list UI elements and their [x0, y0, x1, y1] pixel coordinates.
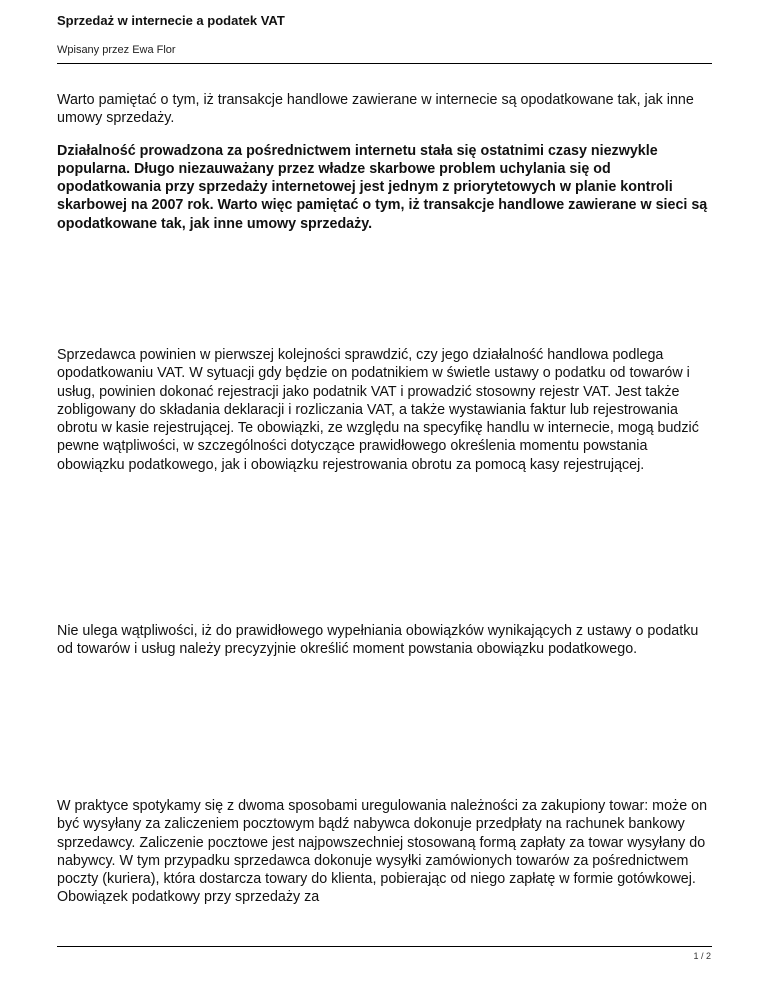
body-paragraph-2: Nie ulega wątpliwości, iż do prawidłowego wypełniania obowiązków wynikających z ustawy o podatku od towarów i usług należy precyzyjnie określić moment powstania obowiązku podatkowego.	[57, 623, 699, 658]
intro-paragraph: Warto pamiętać o tym, iż transakcje handlowe zawierane w internecie są opodatkowane tak, jak inne umowy sprzedaży.	[57, 92, 694, 127]
page-number: 1 / 2	[693, 951, 711, 961]
article-top	[57, 91, 717, 233]
page-header	[57, 12, 712, 56]
body-paragraph-1: Sprzedawca powinien w pierwszej kolejności sprawdzić, czy jego działalność handlowa podlega opodatkowaniu VAT. W sytuacji gdy będzie on podatnikiem w świetle ustawy o podatku od towarów i usług, powinien dokonać rejestracji jako podatnik VAT i prowadzić stosowny rejestr VAT. Jest także zobligowany do składania deklaracji i rozliczania VAT, a także wystawiania faktur lub rejestrowania obrotu w kasie rejestrującej. Te obowiązki, ze względu na specyfikę handlu w internecie, mogą budzić pewne wątpliwości, w szczególności dotyczące prawidłowego określenia momentu powstania obowiązku podatkowego, jak i obowiązku rejestrowania obrotu za pomocą kasy rejestrującej.	[57, 347, 699, 473]
body-paragraph-3: W praktyce spotykamy się z dwoma sposobami uregulowania należności za zakupiony towar: może on być wysyłany za zaliczeniem pocztowym bądź nabywca dokonuje przedpłaty na rachunek bankowy sprzedawcy. Zaliczenie pocztowe jest najpowszechniej stosowaną formą zapłaty za towar wysyłany do nabywcy. W tym przypadku sprzedawca dokonuje wysyłki zamówionych towarów za pośrednictwem poczty (kuriera), która dostarcza towary do klienta, pobierając od niego zapłatę w formie gotówkowej. Obowiązek podatkowy przy sprzedaży za	[57, 798, 708, 906]
header-divider	[57, 63, 712, 64]
footer-divider	[57, 946, 712, 947]
author-line: Wpisany przez Ewa Flor	[57, 44, 176, 56]
lead-paragraph: Działalność prowadzona za pośrednictwem internetu stała się ostatnimi czasy niezwykle popularna. Długo niezauważany przez władze skarbowe problem uchylania się od opodatkowania przy sprzedaży internetowej jest jednym z priorytetowych w planie kontroli skarbowej na 2007 rok. Warto więc pamiętać o tym, iż transakcje handlowe zawierane w sieci są opodatkowane tak, jak inne umowy sprzedaży.	[57, 142, 708, 232]
document-title: Sprzedaż w internecie a podatek VAT	[57, 13, 285, 28]
